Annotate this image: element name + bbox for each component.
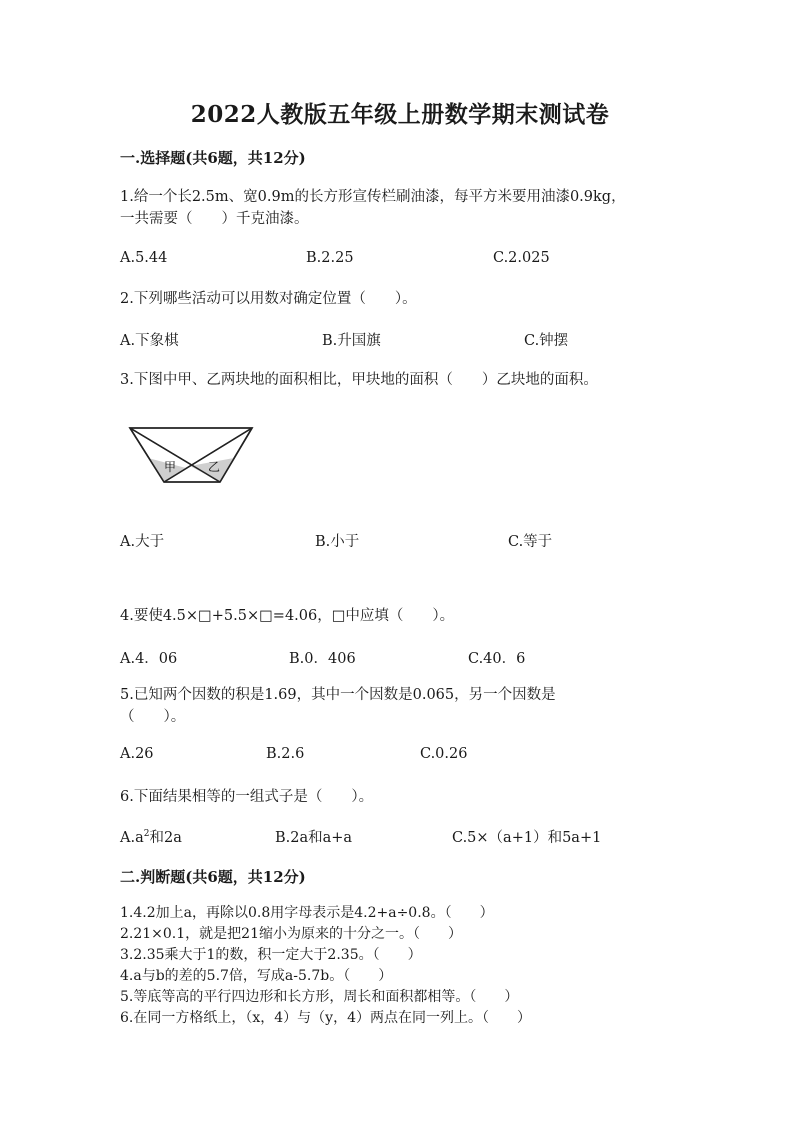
question-4-option-b: B.0．406 — [289, 651, 356, 667]
question-5-option-b: B.2.6 — [266, 746, 305, 762]
label-jia: 甲 — [164, 460, 177, 474]
section-heading-choice: 一.选择题(共6题，共12分) — [120, 149, 306, 167]
question-6-option-c: C.5×（a+1）和5a+1 — [452, 830, 602, 846]
judge-item-1: 1.4.2加上a，再除以0.8用字母表示是4.2+a÷0.8。（ ） — [120, 905, 494, 921]
judge-item-3: 3.2.35乘大于1的数，积一定大于2.35。（ ） — [120, 947, 422, 963]
question-4-option-c: C.40．6 — [468, 651, 526, 667]
question-4-option-a: A.4．06 — [120, 651, 178, 667]
question-2-option-a: A.下象棋 — [120, 333, 179, 349]
section-heading-judge: 二.判断题(共6题，共12分) — [120, 868, 306, 886]
question-6-option-b: B.2a和a+a — [275, 830, 353, 846]
trapezoid-outline — [130, 428, 252, 482]
question-1-option-b: B.2.25 — [306, 250, 354, 266]
question-4-text: 4.要使4.5×□+5.5×□=4.06，□中应填（ ）。 — [120, 608, 455, 624]
question-2-option-c: C.钟摆 — [524, 333, 569, 349]
question-5-option-c: C.0.26 — [420, 746, 468, 762]
question-1-line-2: 一共需要（ ）千克油漆。 — [120, 211, 309, 227]
question-3-option-a: A.大于 — [120, 534, 165, 550]
question-1-option-c: C.2.025 — [493, 250, 550, 266]
page-title: 2022人教版五年级上册数学期末测试卷 — [190, 101, 610, 128]
question-6-option-a: $A.a^2$和2a — [120, 829, 182, 846]
trapezoid-figure — [126, 420, 256, 486]
question-1-option-a: A.5.44 — [120, 250, 168, 266]
question-3-option-b: B.小于 — [315, 534, 360, 550]
judge-item-2: 2.21×0.1，就是把21缩小为原来的十分之一。（ ） — [120, 926, 462, 942]
label-yi: 乙 — [208, 460, 221, 474]
judge-item-5: 5.等底等高的平行四边形和长方形，周长和面积都相等。（ ） — [120, 989, 519, 1005]
question-5-line-2: （ ）。 — [120, 709, 186, 725]
judge-item-6: 6.在同一方格纸上，（x，4）与（y，4）两点在同一列上。（ ） — [120, 1010, 531, 1026]
question-3-text: 3.下图中甲、乙两块地的面积相比，甲块地的面积（ ）乙块地的面积。 — [120, 372, 598, 388]
question-6-text: 6.下面结果相等的一组式子是（ ）。 — [120, 789, 374, 805]
judge-item-4: 4.a与b的差的5.7倍，写成a-5.7b。（ ） — [120, 968, 393, 984]
question-5-option-a: A.26 — [120, 746, 154, 762]
question-3-option-c: C.等于 — [508, 534, 553, 550]
question-1-line-1: 1.给一个长2.5m、宽0.9m的长方形宣传栏刷油漆，每平方米要用油漆0.9kg， — [120, 189, 626, 205]
question-2-option-b: B.升国旗 — [322, 333, 381, 349]
question-5-line-1: 5.已知两个因数的积是1.69，其中一个因数是0.065，另一个因数是 — [120, 687, 556, 703]
question-2-text: 2.下列哪些活动可以用数对确定位置（ ）。 — [120, 291, 417, 307]
